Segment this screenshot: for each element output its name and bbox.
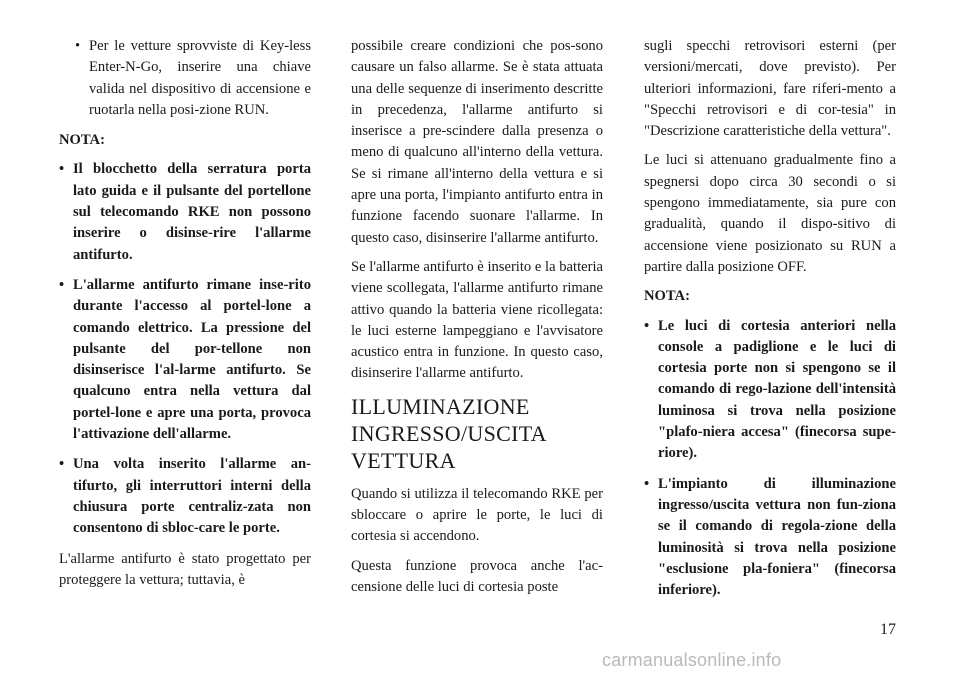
column-left [59, 36, 311, 599]
list-item: • Le luci di cortesia anteriori nella console a padiglione e le luci di cortesia porte non si spengono se il comando di rego-lazione dell'intensità luminosa si trova nella posizione "plafo-niera accesa" (finecorsa supe-riore). [644, 316, 896, 465]
page-number: 17 [880, 621, 896, 638]
note-label: NOTA: [644, 288, 690, 305]
paragraph: Le luci si attenuano gradualmente fino a spegnersi dopo circa 30 secondi o si spengono immediatamente, sia pure con gradualità, quando il dispo-sitivo di accensione viene posizionato su RUN a partire dalla posizione OFF. [644, 152, 896, 275]
paragraph: Questa funzione provoca anche l'ac-censione delle luci di cortesia poste [351, 557, 603, 595]
list-item: • L'impianto di illuminazione ingresso/uscita vettura non fun-ziona se il comando di regola-zione della luminosità si trova nella posizione "esclusione pla-foniera" (finecorsa inferiore). [644, 474, 896, 602]
list-item: • Per le vetture sprovviste di Key-less Enter-N-Go, inserire una chiave valida nel dispositivo di accensione e ruotarla nella posi-zione RUN. [59, 36, 311, 121]
paragraph: possibile creare condizioni che pos-sono causare un falso allarme. Se è stata attuata una delle sequenze di inserimento descritte in precedenza, l'allarme antifurto si inserisce a pre-scindere dalla presenza o meno di qualcuno all'interno della vettura. Se si rimane all'interno della vettura e si apre una porta, l'impianto antifurto entra in funzione facendo suonare l'allarme. In questo caso, disinserire l'allarme antifurto. [351, 38, 603, 246]
list-item: • L'allarme antifurto rimane inse-rito durante l'accesso al portel-lone a comando elettrico. La pressione del pulsante del por-tellone non disinserisce l'al-larme antifurto. Se qualcuno entra nella vettura dal portel-lone e apre una porta, provoca l'attivazione dell'allarme. [59, 275, 311, 445]
column-right [644, 36, 896, 610]
paragraph: sugli specchi retrovisori esterni (per versioni/mercati, dove previsto). Per ulteriori informazioni, fare riferi-mento a "Specchi retrovisori e di cor-tesia" in "Descrizione caratteristiche della vettura". [644, 38, 896, 140]
list-item: • Il blocchetto della serratura porta lato guida e il pulsante del portellone sul telecomando RKE non possono inserire o disinse-rire l'allarme antifurto. [59, 159, 311, 265]
heading-line: ILLUMINAZIONE [351, 393, 530, 419]
column-middle [351, 36, 603, 606]
list-item: • Una volta inserito l'allarme an-tifurto, gli interruttori interni della chiusura porte centraliz-zata non consentono di sbloc-care le porte. [59, 454, 311, 539]
note-label: NOTA: [59, 132, 105, 149]
heading-line: INGRESSO/USCITA [351, 420, 547, 446]
watermark: carmanualsonline.info [602, 650, 782, 670]
section-heading [351, 393, 603, 474]
paragraph: Quando si utilizza il telecomando RKE per sbloccare o aprire le porte, le luci di cortesia si accendono. [351, 485, 603, 545]
heading-line: VETTURA [351, 447, 456, 473]
paragraph: Se l'allarme antifurto è inserito e la batteria viene scollegata, l'allarme antifurto rimane attivo quando la batteria viene ricollegata: le luci esterne lampeggiano e l'avvisatore acustico entra in funzione. In questo caso, disinserire l'allarme antifurto. [351, 258, 603, 382]
paragraph: L'allarme antifurto è stato progettato per proteggere la vettura; tuttavia, è [59, 550, 311, 588]
